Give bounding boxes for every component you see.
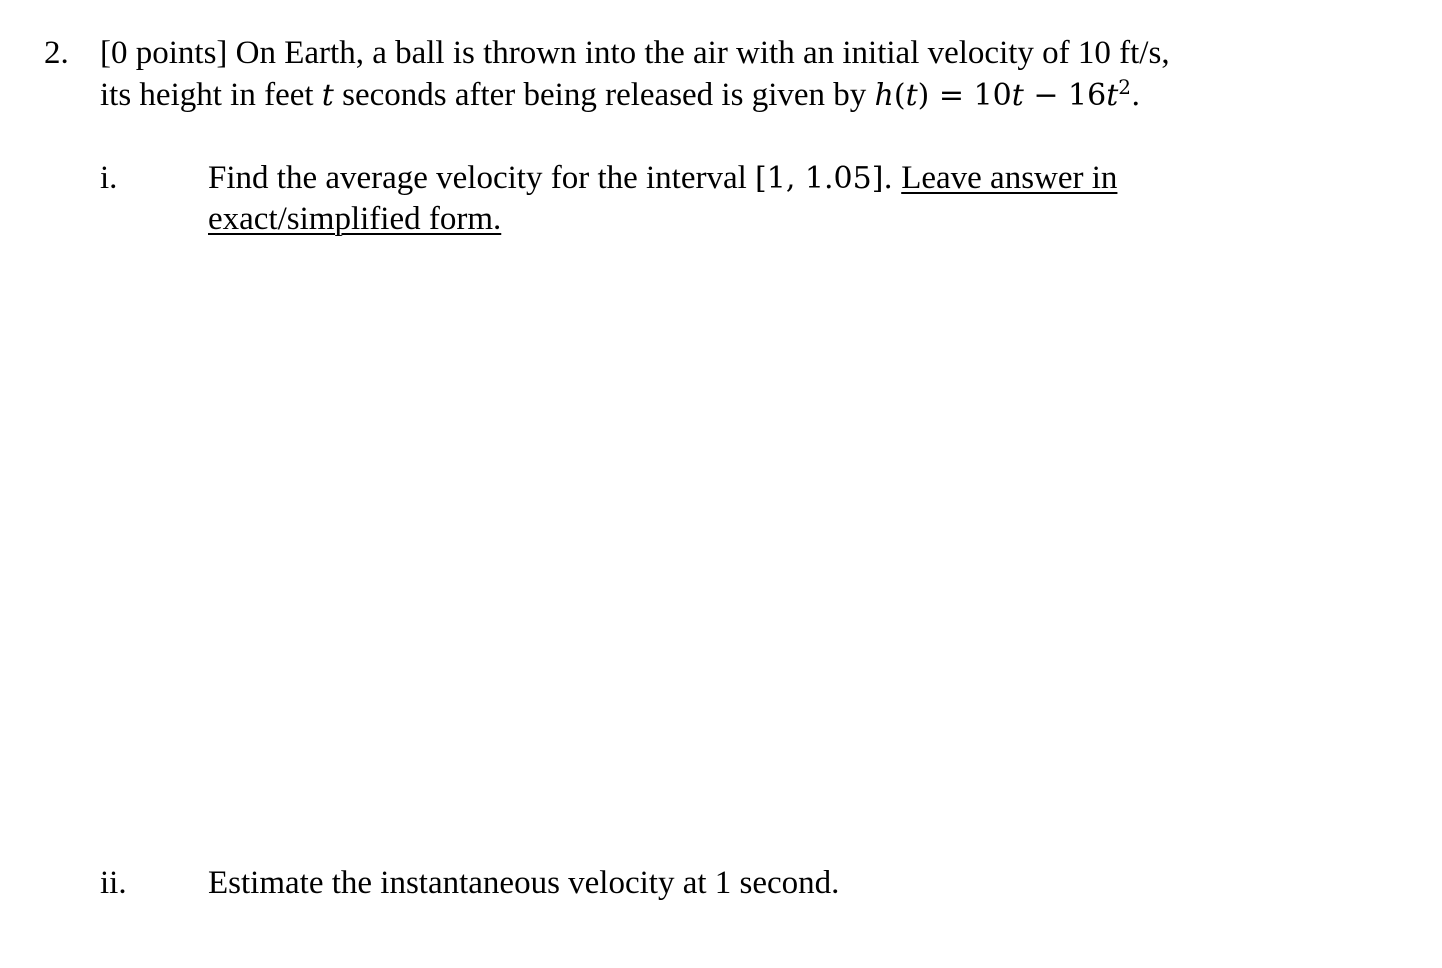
part-ii-line xyxy=(208,863,839,903)
part-ii-text: Estimate the instantaneous velocity at 1 second. xyxy=(208,865,840,901)
variable-t: t xyxy=(321,78,334,113)
question-number: 2. xyxy=(44,35,69,71)
part-ii-label: ii. xyxy=(100,865,127,901)
question-line-2 xyxy=(100,75,1141,116)
question-line-1 xyxy=(100,33,1170,73)
question-text-1: On Earth, a ball is thrown into the air with an initial velocity of 10 ft/s, xyxy=(235,35,1170,71)
question-text-2-pre: its height in feet xyxy=(100,77,314,113)
part-i-line-1 xyxy=(208,158,1117,199)
part-i-interval: [1, 1.05]. xyxy=(755,161,893,196)
part-i-line-2 xyxy=(208,199,501,239)
height-equation: $h(t) = 10t - 16t^2$. xyxy=(874,75,1141,113)
points-label: [0 points] xyxy=(100,35,228,71)
part-i-instruction-2: exact/simplified form. xyxy=(208,201,502,237)
part-i-instruction-1: Leave answer in xyxy=(901,160,1118,196)
part-i-text: Find the average velocity for the interval xyxy=(208,160,747,196)
part-i-label: i. xyxy=(100,160,118,196)
question-text-2-mid: seconds after being released is given by xyxy=(342,77,867,113)
